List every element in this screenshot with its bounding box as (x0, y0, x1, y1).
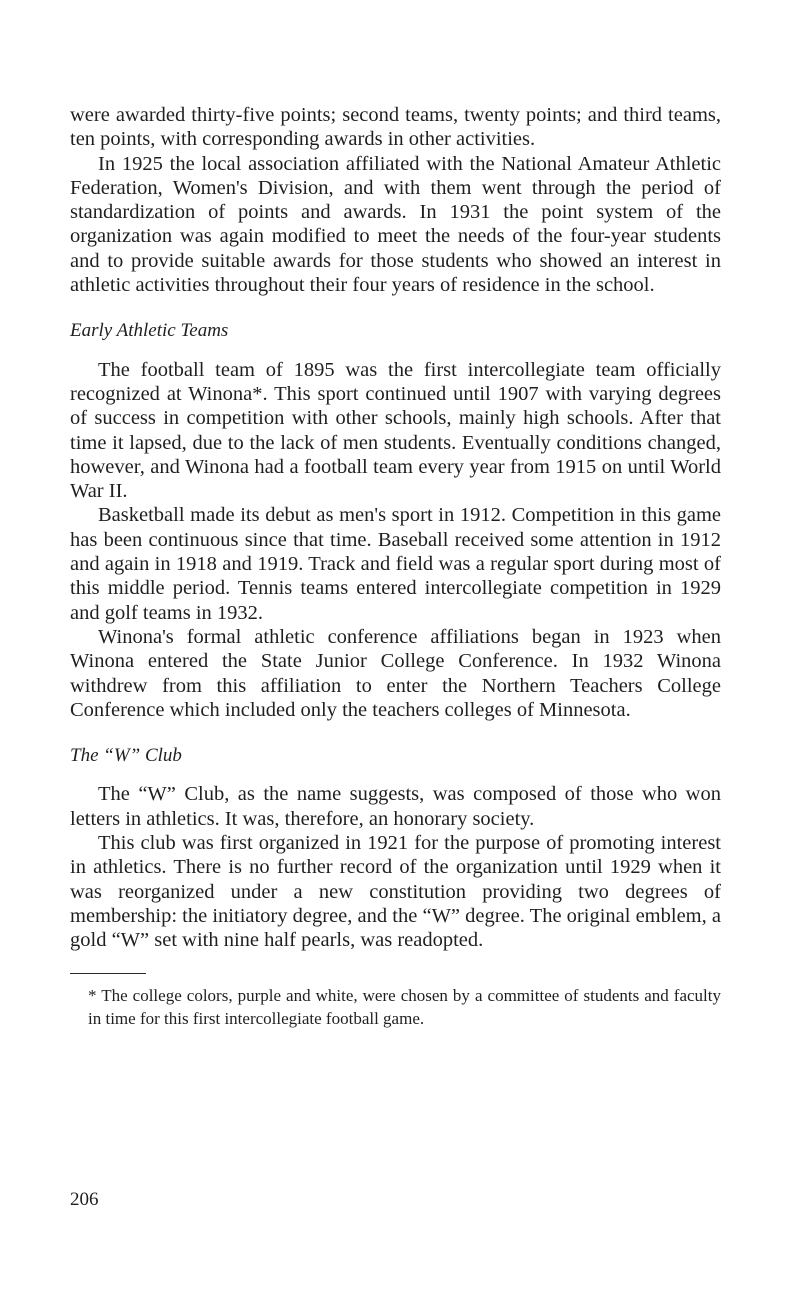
section-heading-early-athletic-teams: Early Athletic Teams (70, 320, 229, 342)
paragraph-w-club-history: This club was first organized in 1921 for the purpose of promoting interest in athletics. There is no further record of the organization until 1929 when it was reorganized under a new constitution providing two degrees of membership: the initiatory degree, and the “W” degree. The original emblem, a gold “W” set with nine half pearls, was readopted. (70, 832, 721, 952)
paragraph-1925: In 1925 the local association affiliated with the National Amateur Athletic Federation, Women's Division, and with them went through the period of standardization of points and awards. In 1931 the point system of the organization was again modified to meet the needs of the four-year students and to provide suitable awards for those students who showed an interest in athletic activities throughout their four years of residence in the school. (70, 152, 721, 297)
footnote: * The college colors, purple and white, were chosen by a committee of students and faculty in time for this first intercollegiate football game. (88, 985, 721, 1028)
section-heading-w-club: The “W” Club (70, 745, 182, 767)
footnote-divider (70, 973, 146, 974)
paragraph-basketball: Basketball made its debut as men's sport in 1912. Competition in this game has been continuous since that time. Baseball received some attention in 1912 and again in 1918 and 1919. Track and field was a regular sport during most of this middle period. Tennis teams entered intercollegiate competition in 1929 and golf teams in 1932. (70, 504, 721, 624)
paragraph-w-club-intro: The “W” Club, as the name suggests, was composed of those who won letters in athletics. It was, therefore, an honorary society. (70, 783, 721, 830)
paragraph-football: The football team of 1895 was the first intercollegiate team officially recognized at Winona*. This sport continued until 1907 with varying degrees of success in competition with other schools, mainly high schools. After that time it lapsed, due to the lack of men students. Eventually conditions changed, however, and Winona had a football team every year from 1915 on until World War II. (70, 358, 721, 503)
paragraph-conference: Winona's formal athletic conference affiliations began in 1923 when Winona entered the State Junior College Conference. In 1932 Winona withdrew from this affiliation to enter the Northern Teachers College Conference which included only the teachers colleges of Minnesota. (70, 625, 721, 721)
book-page (70, 103, 721, 1030)
page-number: 206 (70, 1189, 99, 1210)
continued-paragraph: were awarded thirty-five points; second teams, twenty points; and third teams, ten points, with corresponding awards in other activities. (70, 104, 721, 151)
